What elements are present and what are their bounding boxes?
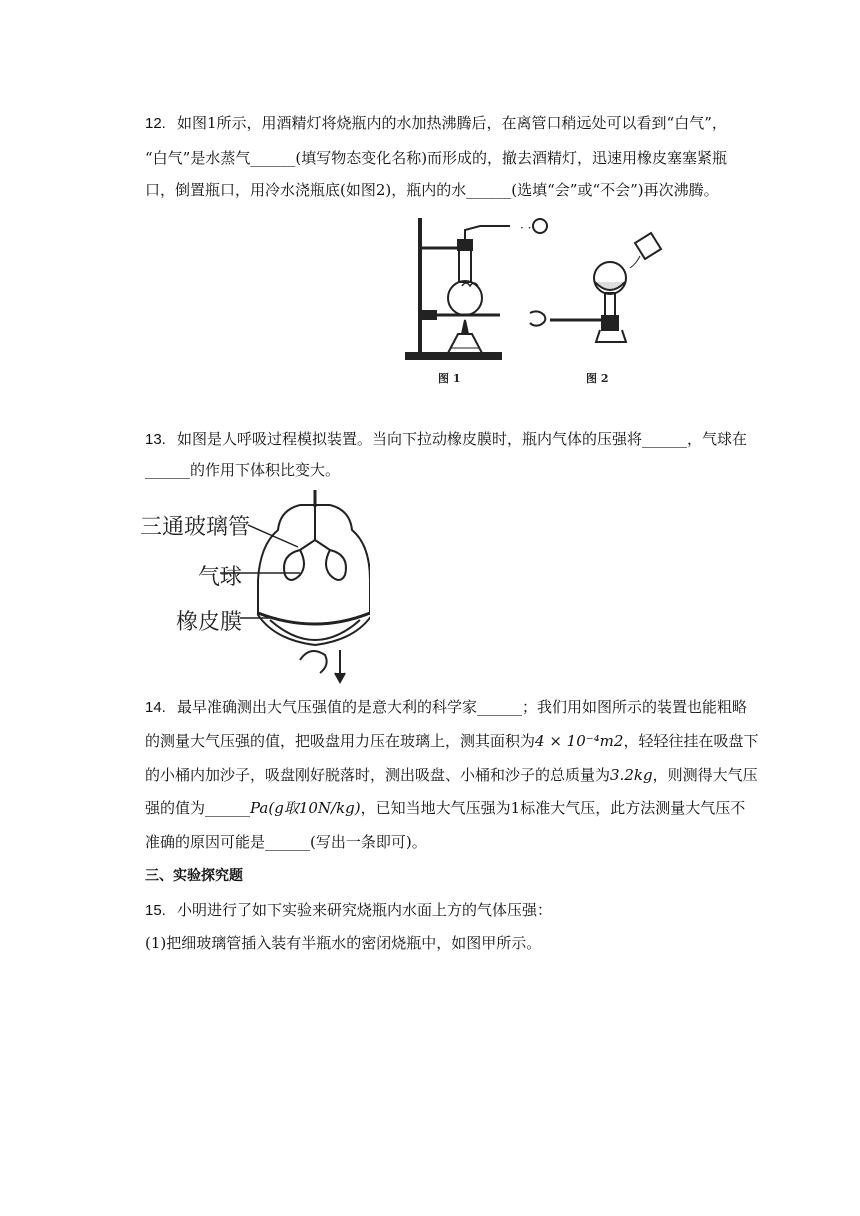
fig1-label: 图 1 xyxy=(438,372,461,385)
q14-mass-value: 3.2kg xyxy=(610,766,653,784)
section-3-title: 三、实验探究题 xyxy=(145,868,243,884)
q13-number: 13. xyxy=(145,431,166,448)
q12-line-1: 12. 如图1所示，用酒精灯将烧瓶内的水加热沸腾后，在离管口稍远处可以看到“白气”， xyxy=(145,114,727,132)
label-tube: 三通玻璃管 xyxy=(140,515,251,540)
q12-line-3: 口，倒置瓶口，用冷水浇瓶底(如图2)，瓶内的水______(选填“会”或“不会”)再次沸腾。 xyxy=(145,181,719,199)
q12-figure xyxy=(400,208,750,388)
fig2-label: 图 2 xyxy=(586,372,609,385)
q14-line-2: 的测量大气压强的值，把吸盘用力压在玻璃上，测其面积为4 × 10⁻⁴m2，轻轻往挂在吸盘下 xyxy=(145,732,759,750)
svg-text:· ·: · · xyxy=(520,221,532,235)
q15-line-1: 15. 小明进行了如下实验来研究烧瓶内水面上方的气体压强： xyxy=(145,901,553,919)
q13-figure xyxy=(140,485,370,685)
q14-line-5: 准确的原因可能是______(写出一条即可)。 xyxy=(145,833,427,851)
q13-line-1: 13. 如图是人呼吸过程模拟装置。当向下拉动橡皮膜时，瓶内气体的压强将______，气球在 xyxy=(145,430,748,448)
q14-line-3: 的小桶内加沙子，吸盘刚好脱落时，测出吸盘、小桶和沙子的总质量为3.2kg，则测得大气压 xyxy=(145,766,758,784)
q14-area-value: 4 × 10⁻⁴m2 xyxy=(535,732,624,750)
q14-unit: Pa(g取10N/kg) xyxy=(250,799,361,817)
q14-number: 14. xyxy=(145,699,166,716)
q14-line-4: 强的值为______Pa(g取10N/kg)，已知当地大气压强为1标准大气压，此方法测量大气压不 xyxy=(145,799,746,817)
label-membrane: 橡皮膜 xyxy=(176,610,243,635)
q12-number: 12. xyxy=(145,115,166,132)
q12-line-2: “白气”是水蒸气______(填写物态变化名称)而形成的，撤去酒精灯，迅速用橡皮塞塞紧瓶 xyxy=(145,149,728,167)
label-balloon: 气球 xyxy=(198,565,243,590)
q15-number: 15. xyxy=(145,902,166,919)
q14-line-1: 14. 最早准确测出大气压强值的是意大利的科学家______；我们用如图所示的装置也能粗略 xyxy=(145,698,748,716)
q13-line-2: ______的作用下体积比变大。 xyxy=(145,461,341,479)
q15-line-2: (1)把细玻璃管插入装有半瓶水的密闭烧瓶中，如图甲所示。 xyxy=(145,934,542,952)
flask-1 xyxy=(448,281,482,315)
